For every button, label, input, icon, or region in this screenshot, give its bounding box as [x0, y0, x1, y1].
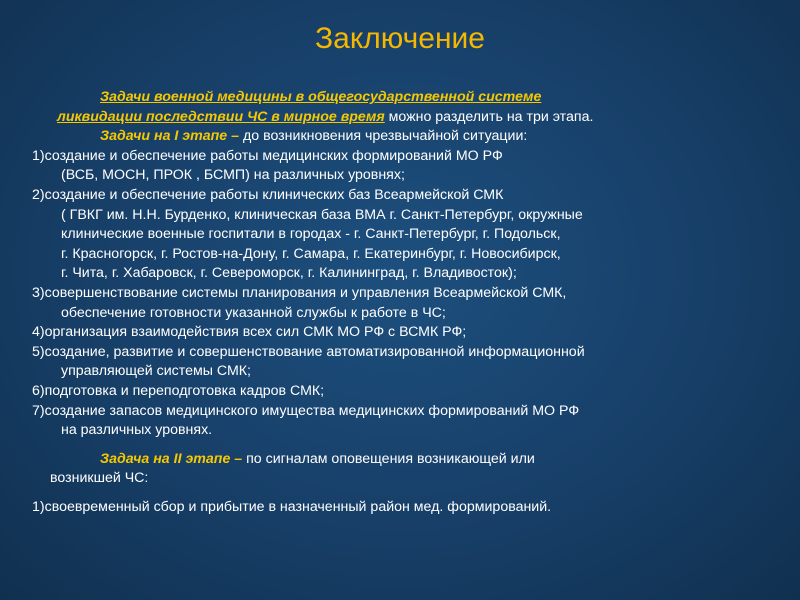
spacer: [0, 489, 800, 498]
intro-text: можно разделить на три этапа.: [384, 108, 594, 125]
intro-line-1: [0, 88, 800, 108]
intro-heading-part-1: Задачи военной медицины в общегосударственной системе: [100, 89, 542, 105]
stage2-line: 1)своевременный сбор и прибытие в назначенный район мед. формирований.: [32, 498, 552, 515]
stage2-text-line-2: возникшей ЧС:: [50, 470, 149, 487]
stage1-line: клинические военные госпитали в городах - г. Санкт-Петербург, г. Подольск,: [61, 226, 561, 243]
spacer: [0, 441, 800, 450]
stage1-line: управляющей системы СМК;: [61, 363, 251, 380]
stage1-line: г. Чита, г. Хабаровск, г. Североморск, г. Калининград, г. Владивосток);: [61, 265, 517, 282]
stage1-line: 2)создание и обеспечение работы клинических баз Всеармейской СМК: [32, 186, 504, 203]
stage1-heading: Задачи на I этапе –: [100, 128, 240, 145]
stage1-line: на различных уровнях.: [61, 422, 213, 439]
slide-title: Заключение: [315, 22, 485, 55]
stage1-heading-line: [0, 127, 800, 147]
stage2-heading-line: [0, 450, 800, 470]
stage1-line: 3)совершенствование системы планирования и управления Всеармейской СМК,: [32, 284, 567, 301]
intro-heading-part-2: ликвидации последствии ЧС в мирное время: [57, 108, 385, 125]
stage1-text: до возникновения чрезвычайной ситуации:: [239, 128, 528, 145]
stage1-line: 5)создание, развитие и совершенствование автоматизированной информационной: [32, 343, 585, 360]
stage2-heading: Задача на II этапе –: [100, 450, 243, 467]
slide-content: [0, 88, 800, 517]
stage1-line: 7)создание запасов медицинского имущества медицинских формирований МО РФ: [32, 402, 580, 419]
stage1-line: ( ГВКГ им. Н.Н. Бурденко, клиническая база ВМА г. Санкт-Петербург, окружные: [61, 206, 583, 223]
stage1-line: г. Красногорск, г. Ростов-на-Дону, г. Самара, г. Екатеринбург, г. Новосибирск,: [61, 245, 561, 262]
intro-line-2: [0, 108, 800, 128]
stage2-text: по сигналам оповещения возникающей или: [242, 450, 535, 467]
stage1-line: 4)организация взаимодействия всех сил СМК МО РФ с ВСМК РФ;: [32, 324, 467, 341]
stage1-line: 6)подготовка и переподготовка кадров СМК;: [32, 382, 325, 399]
stage1-line: обеспечение готовности указанной службы к работе в ЧС;: [61, 304, 446, 321]
stage1-line: 1)создание и обеспечение работы медицинских формирований МО РФ: [32, 147, 503, 164]
stage1-line: (ВСБ, МОСН, ПРОК , БСМП) на различных уровнях;: [61, 167, 405, 184]
